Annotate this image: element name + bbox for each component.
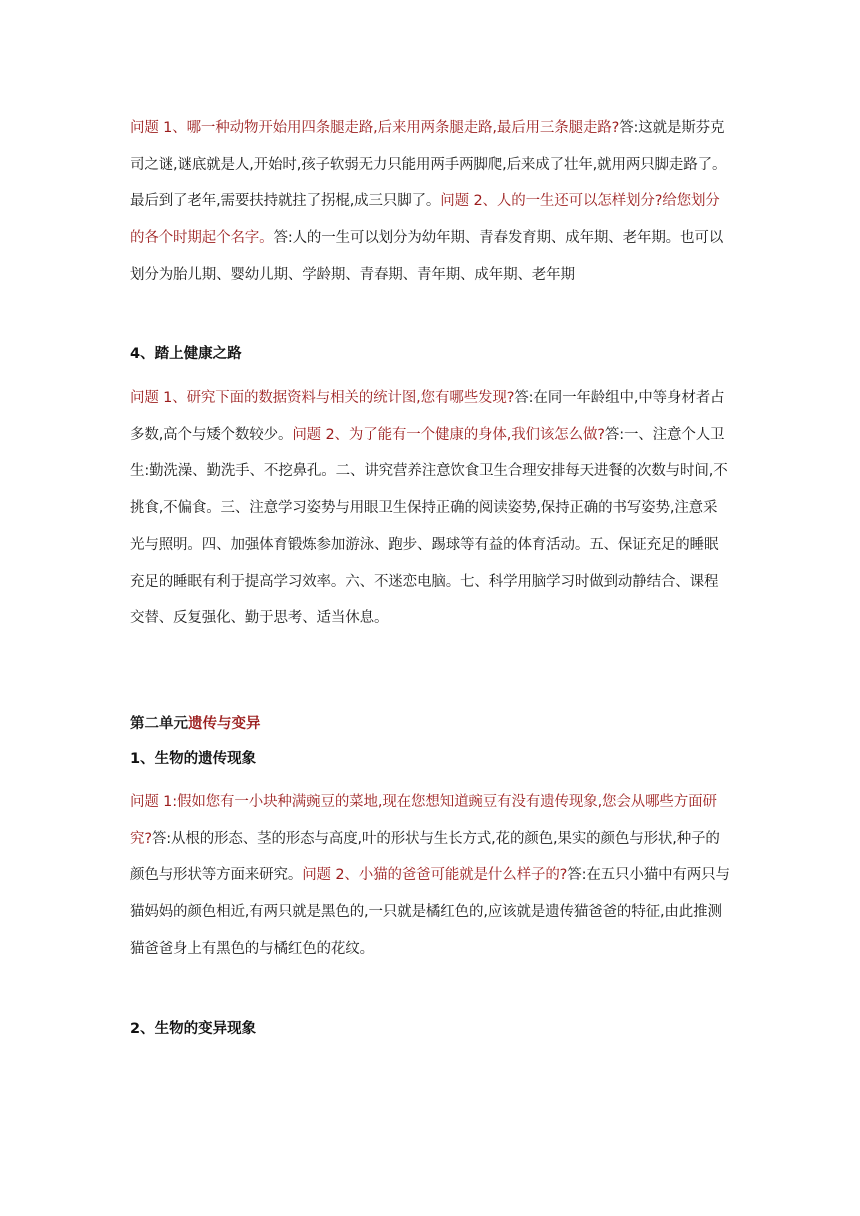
answer-healthy-body: 答:一、注意个人卫生:勤洗澡、勤洗手、不挖鼻孔。二、讲究营养注意饮食卫生合理安排每天进餐的次数与时间,不挑食,不偏食。三、注意学习姿势与用眼卫生保持正确的阅读姿势,保持正确的书写姿势,注意采光与照明。四、加强体育锻炼参加游泳、跑步、踢球等有益的体育活动。五、保证充足的睡眠充足的睡眠有利于提高学习效率。六、不迷恋电脑。七、科学用脑学习时做到动静结合、课程交替、反复强化、勤于思考、适当休息。 [130, 426, 728, 627]
question-sphinx: 问题 1、哪一种动物开始用四条腿走路,后来用两条腿走路,最后用三条腿走路? [130, 120, 620, 136]
question-life-division: 问题 2、人的一生还可以怎样划分?给您划分的各个时期起个名字。 [130, 193, 720, 247]
answer-sphinx: 答:这就是斯芬克司之谜,谜底就是人,开始时,孩子软弱无力只能用两手两脚爬,后来成了壮年,就用两只脚走路了。最后到了老年,需要扶持就拄了拐棍,成三只脚了。 [130, 120, 727, 210]
question-healthy-body: 问题 2、为了能有一个健康的身体,我们该怎么做? [292, 426, 605, 443]
question-statistics: 问题 1、研究下面的数据资料与相关的统计图,您有哪些发现? [130, 390, 515, 406]
paragraph-life-stages [130, 110, 730, 294]
unit-title: 遗传与变异 [188, 715, 261, 732]
question-pea-garden: 问题 1:假如您有一小块种满豌豆的菜地,现在您想知道豌豆有没有遗传现象,您会从哪些方面研究? [130, 794, 717, 847]
heading-health-road: 4、踏上健康之路 [130, 346, 242, 362]
answer-statistics: 答:在同一年龄组中,中等身材者占多数,高个与矮个数较少。 [130, 390, 725, 443]
unit-prefix: 第二单元 [130, 715, 188, 732]
answer-kitten-father: 答:在五只小猫中有两只与猫妈妈的颜色相近,有两只就是黑色的,一只就是橘红色的,应该就是遗传猫爸爸的特征,由此推测猫爸爸身上有黑色的与橘红色的花纹。 [130, 867, 730, 957]
unit-heading [130, 713, 261, 735]
question-kitten-father: 问题 2、小猫的爸爸可能就是什么样子的? [302, 867, 568, 884]
paragraph-health [130, 380, 730, 637]
answer-life-division: 答:人的一生可以划分为幼年期、青春发育期、成年期、老年期。也可以划分为胎儿期、婴幼儿期、学龄期、青春期、青年期、成年期、老年期 [130, 230, 724, 283]
answer-pea-garden: 答:从根的形态、茎的形态与高度,叶的形状与生长方式,花的颜色,果实的颜色与形状,种子的颜色与形状等方面来研究。 [130, 830, 720, 884]
heading-variation: 2、生物的变异现象 [130, 1021, 257, 1037]
heading-heredity: 1、生物的遗传现象 [130, 751, 257, 767]
paragraph-heredity [130, 784, 730, 968]
